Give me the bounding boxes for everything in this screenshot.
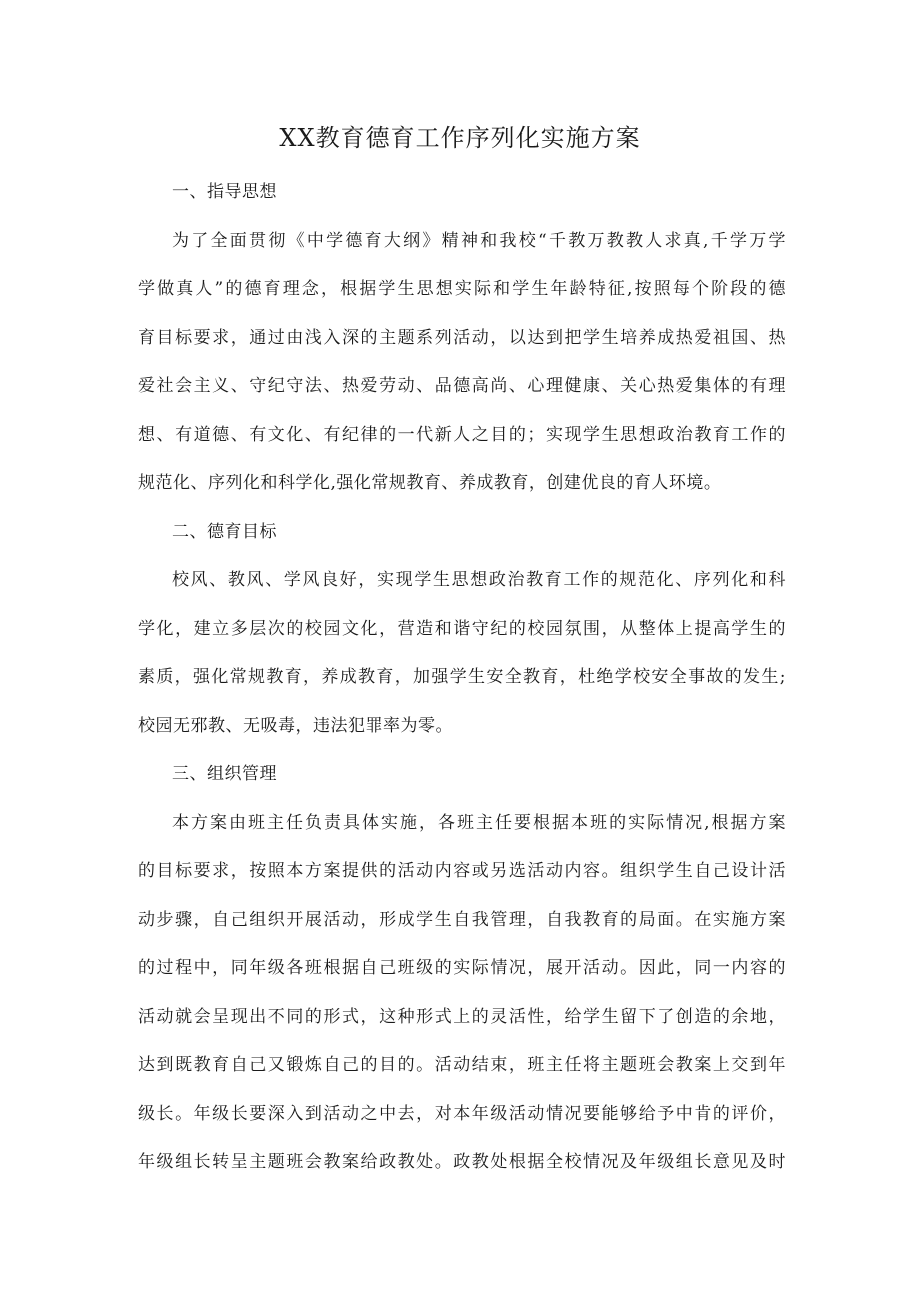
paragraph-line: 爱社会主义、守纪守法、热爱劳动、品德高尚、心理健康、关心热爱集体的有理 [138, 376, 786, 396]
paragraph-line: 学做真人”的德育理念，根据学生思想实际和学生年龄特征,按照每个阶段的德 [138, 279, 786, 299]
paragraph-guiding-ideology [138, 217, 786, 508]
paragraph-line: 校园无邪教、无吸毒，违法犯罪率为零。 [138, 715, 453, 736]
paragraph-line: 校风、教风、学风良好，实现学生思想政治教育工作的规范化、序列化和科 [172, 570, 786, 590]
paragraph-moral-goals [138, 556, 786, 750]
paragraph-line: 想、有道德、有文化、有纪律的一代新人之目的；实现学生思想政治教育工作的 [138, 424, 786, 445]
paragraph-line: 达到既教育自己又锻炼自己的目的。活动结束，班主任将主题班会教案上交到年 [138, 1055, 786, 1075]
paragraph-line: 本方案由班主任负责具体实施，各班主任要根据本班的实际情况,根据方案 [172, 812, 786, 833]
paragraph-line: 学化，建立多层次的校园文化，营造和谐守纪的校园氛围，从整体上提高学生的 [138, 618, 786, 639]
paragraph-line: 育目标要求，通过由浅入深的主题系列活动，以达到把学生培养成热爱祖国、热 [138, 327, 786, 348]
section-heading-moral-goals: 二、德育目标 [172, 521, 277, 542]
paragraph-line: 规范化、序列化和科学化,强化常规教育、养成教育，创建优良的育人环境。 [138, 473, 722, 493]
section-heading-organization: 三、组织管理 [172, 764, 277, 784]
paragraph-line: 年级组长转呈主题班会教案给政教处。政教处根据全校情况及年级组长意见及时 [138, 1152, 786, 1172]
paragraph-line: 为了全面贯彻《中学德育大纲》精神和我校“千教万教教人求真,千学万学 [172, 230, 786, 251]
section-heading-guiding-ideology: 一、指导思想 [172, 182, 277, 202]
paragraph-line: 素质，强化常规教育，养成教育，加强学生安全教育，杜绝学校安全事故的发生; [138, 667, 786, 687]
paragraph-line: 的过程中，同年级各班根据自己班级的实际情况，展开活动。因此，同一内容的 [138, 958, 786, 978]
paragraph-line: 活动就会呈现出不同的形式，这种形式上的灵活性，给学生留下了创造的余地， [138, 1006, 786, 1027]
paragraph-line: 级长。年级长要深入到活动之中去，对本年级活动情况要能够给予中肯的评价， [138, 1103, 786, 1124]
paragraph-line: 的目标要求，按照本方案提供的活动内容或另选活动内容。组织学生自己设计活 [138, 861, 786, 881]
paragraph-organization [138, 799, 786, 1187]
document-body [138, 168, 786, 1187]
document-title: XX教育德育工作序列化实施方案 [279, 124, 641, 152]
paragraph-line: 动步骤，自己组织开展活动，形成学生自我管理，自我教育的局面。在实施方案 [138, 909, 786, 930]
